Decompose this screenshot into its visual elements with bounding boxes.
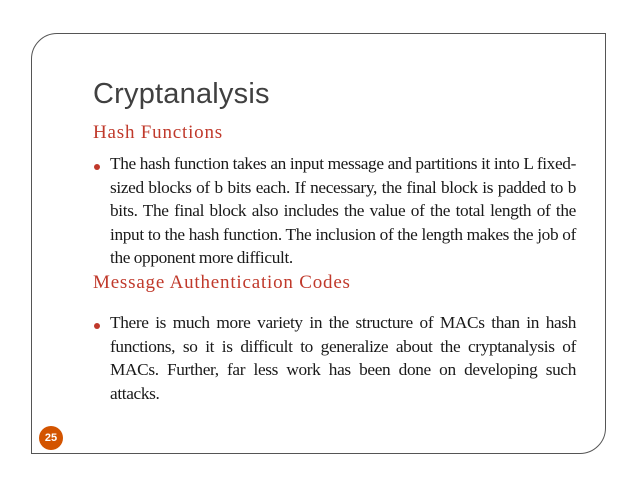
slide-title: Cryptanalysis <box>93 78 270 110</box>
page-number-badge: 25 <box>39 426 63 450</box>
bullet-text-macs: There is much more variety in the structure of MACs than in hash functions, so it is difficult to generalize about the cryptanalysis of MACs. Further, far less work has been done on developing such attacks. <box>110 313 576 403</box>
bullet-text-hash-functions: The hash function takes an input message and partitions it into L fixed-sized blocks of b bits each. If necessary, the final block is padded to b bits. The final block also includes the value of the total length of the input to the hash function. The inclusion of the length makes the job of the opponent more difficult. <box>110 154 576 267</box>
section-heading-macs: Message Authentication Codes <box>93 272 351 293</box>
section-heading-hash-functions: Hash Functions <box>93 122 223 143</box>
bullet-dot-icon <box>94 323 100 329</box>
bullet-dot-icon <box>94 164 100 170</box>
